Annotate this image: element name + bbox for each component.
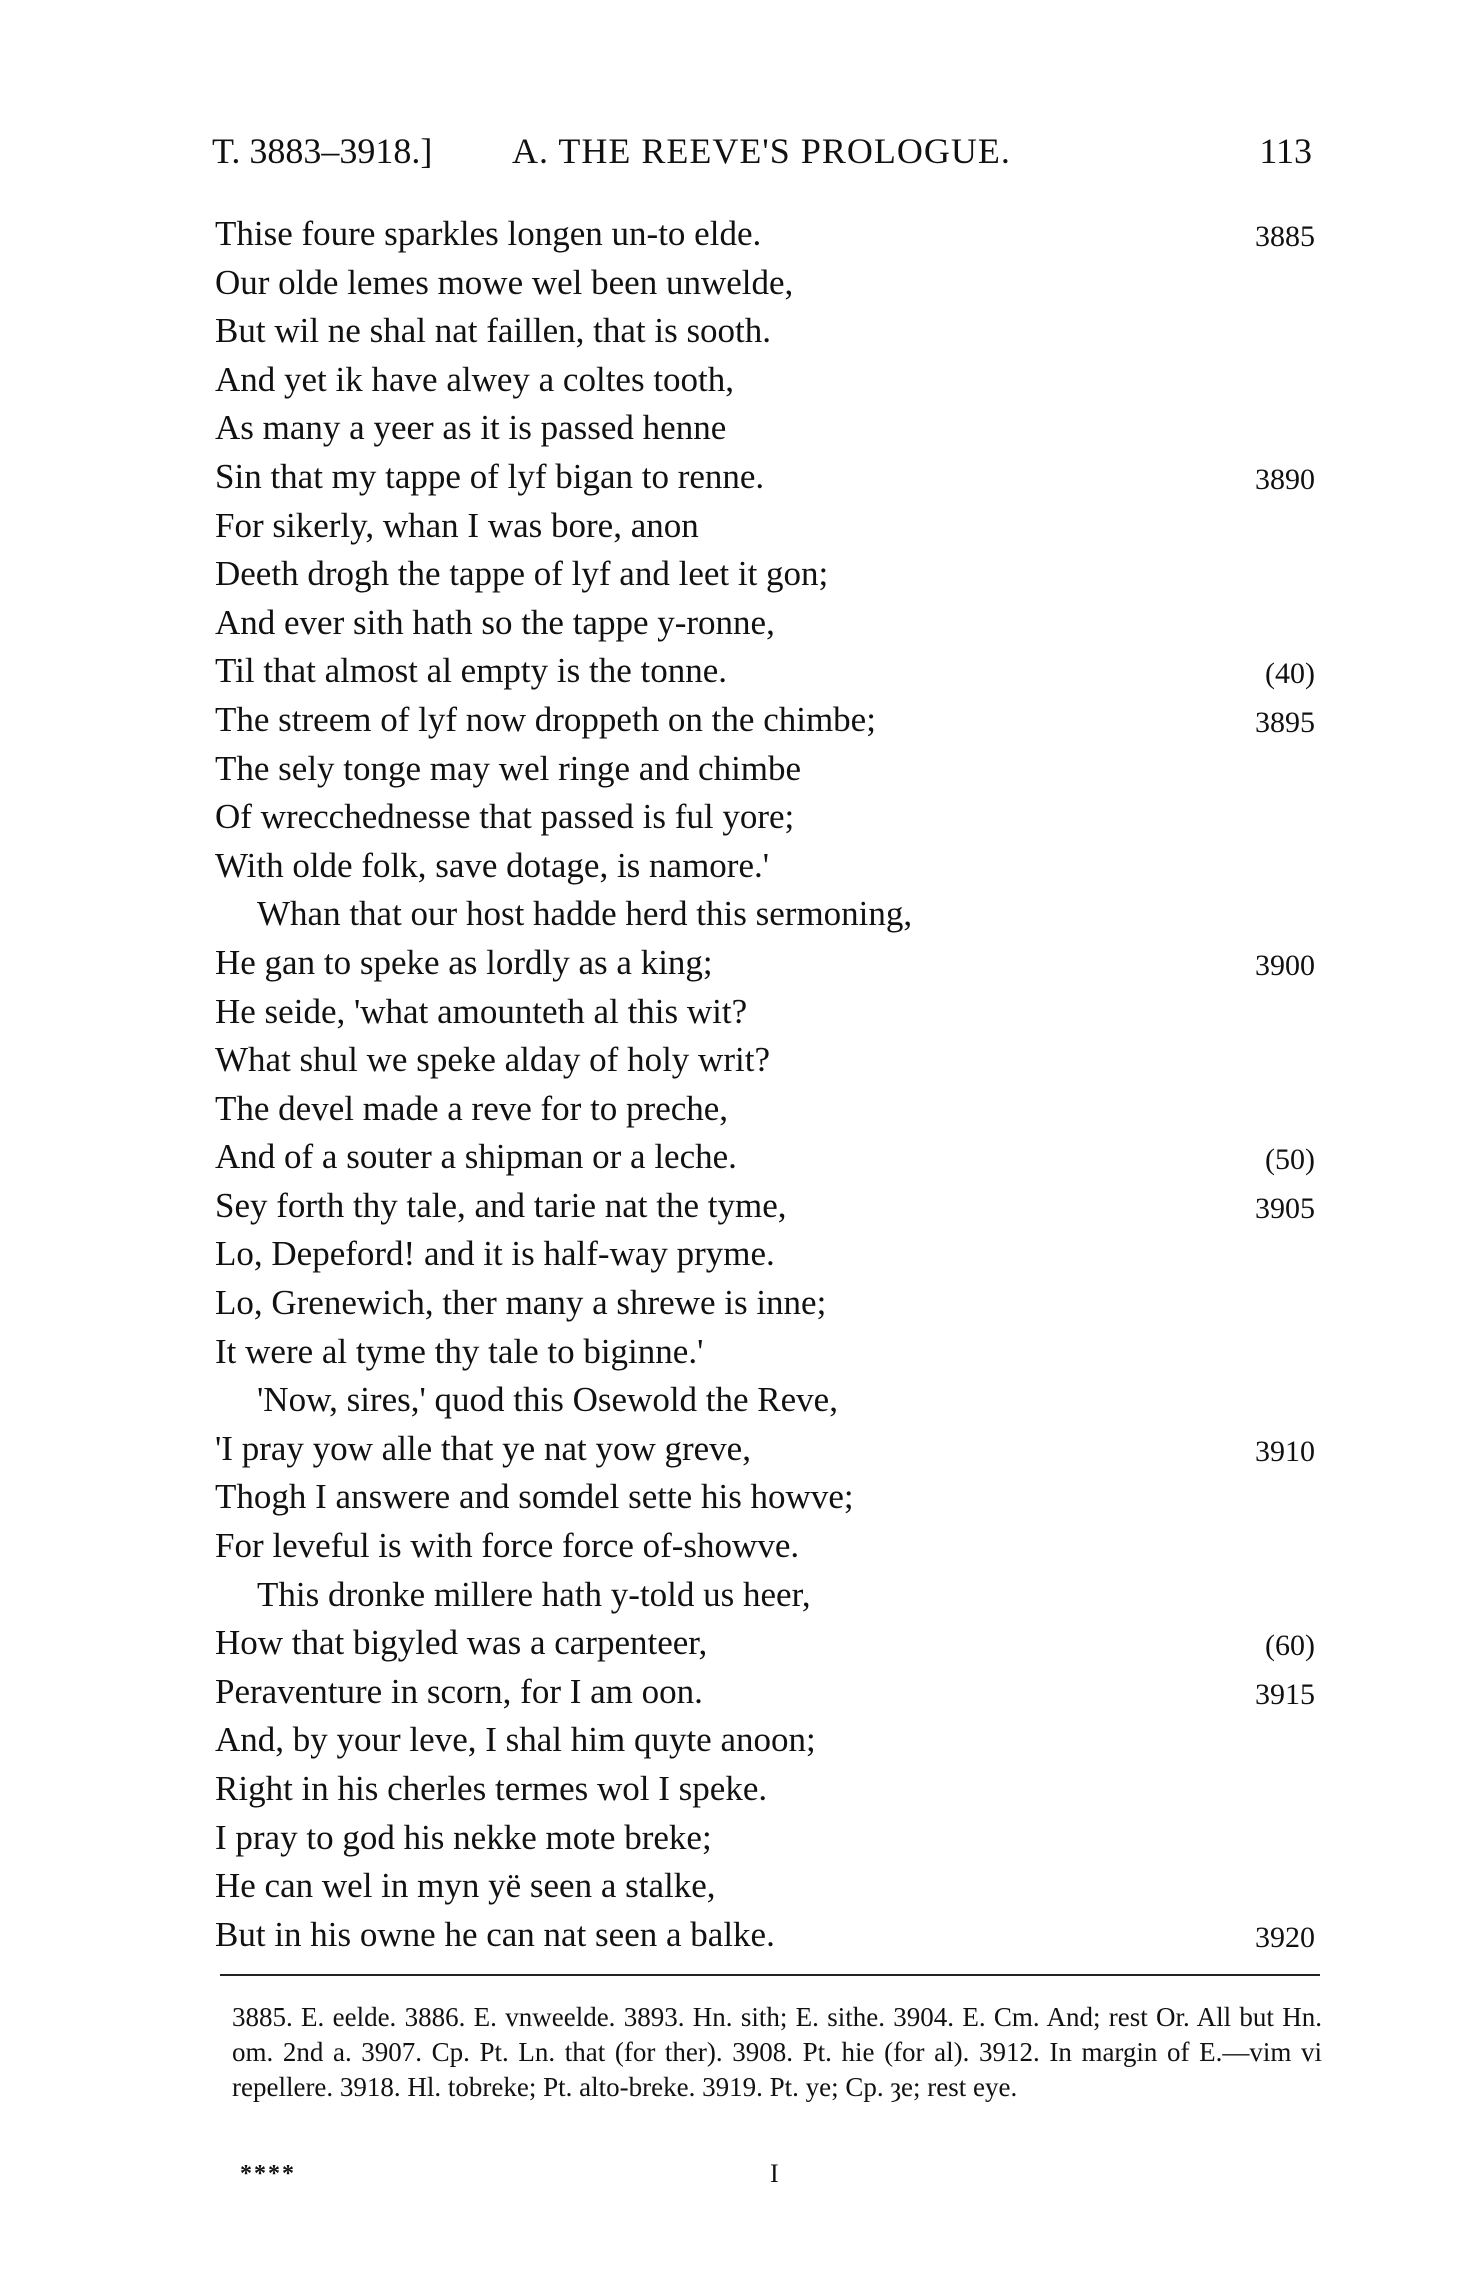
signature-mark: **** bbox=[240, 2161, 296, 2187]
verse-text: Peraventure in scorn, for I am oon. bbox=[215, 1671, 703, 1711]
verse-line bbox=[215, 1036, 1315, 1085]
page-number: 113 bbox=[1259, 131, 1312, 171]
verse-text: And ever sith hath so the tappe y-ronne, bbox=[215, 602, 775, 642]
verse-text: He seide, 'what amounteth al this wit? bbox=[215, 991, 748, 1031]
verse-text: The sely tonge may wel ringe and chimbe bbox=[215, 748, 802, 788]
verse-text: I pray to god his nekke mote breke; bbox=[215, 1817, 712, 1857]
verse-text: For sikerly, whan I was bore, anon bbox=[215, 505, 699, 545]
verse-line bbox=[215, 890, 1315, 939]
verse-line bbox=[215, 745, 1315, 794]
line-number: 3920 bbox=[1255, 1920, 1315, 1954]
verse-text: As many a yeer as it is passed henne bbox=[215, 408, 727, 448]
verse-text: And yet ik have alwey a coltes tooth, bbox=[215, 359, 735, 399]
verse-text: Of wrecchednesse that passed is ful yore; bbox=[215, 797, 795, 837]
verse-text: Deeth drogh the tappe of lyf and leet it gon; bbox=[215, 554, 829, 594]
verse-text: Whan that our host hadde herd this sermoning, bbox=[257, 894, 913, 934]
verse-line bbox=[215, 1765, 1315, 1814]
verse-line bbox=[215, 793, 1315, 842]
verse-line bbox=[215, 696, 1315, 745]
verse-text: With olde folk, save dotage, is namore.' bbox=[215, 845, 770, 885]
verse-line bbox=[215, 1571, 1315, 1620]
verse-line bbox=[215, 259, 1315, 308]
verse-text: Thogh I answere and somdel sette his howve; bbox=[215, 1477, 854, 1517]
verse-line bbox=[215, 1668, 1315, 1717]
verse-text: Right in his cherles termes wol I speke. bbox=[215, 1769, 768, 1808]
verse-text: Thise foure sparkles longen un-to elde. bbox=[215, 214, 762, 253]
verse-line bbox=[215, 1425, 1315, 1474]
verse-text: Our olde lemes mowe wel been unwelde, bbox=[215, 262, 794, 302]
line-number: (60) bbox=[1265, 1629, 1315, 1663]
verse-line bbox=[215, 1619, 1315, 1668]
verse-text: The devel made a reve for to preche, bbox=[215, 1088, 729, 1128]
line-number: 3915 bbox=[1255, 1677, 1315, 1711]
verse-line bbox=[215, 1230, 1315, 1279]
verse-text: But in his owne he can nat seen a balke. bbox=[215, 1914, 775, 1954]
textual-notes bbox=[232, 2000, 1322, 2105]
verse-line bbox=[215, 1376, 1315, 1425]
verse-line bbox=[215, 1133, 1315, 1182]
line-number: (40) bbox=[1265, 657, 1315, 691]
footnote-divider bbox=[220, 1974, 1320, 1976]
verse-line bbox=[215, 1522, 1315, 1571]
verse-line bbox=[215, 307, 1315, 356]
line-number: 3890 bbox=[1255, 462, 1315, 496]
verse-text: What shul we speke alday of holy writ? bbox=[215, 1040, 770, 1080]
running-header bbox=[212, 128, 1312, 174]
verse-line bbox=[215, 1182, 1315, 1231]
verse-text: And, by your leve, I shal him quyte anoon; bbox=[215, 1720, 816, 1760]
verse-line bbox=[215, 1911, 1315, 1960]
gathering-mark: I bbox=[770, 2159, 779, 2188]
verse-line bbox=[215, 550, 1315, 599]
verse-text: Lo, Depeford! and it is half-way pryme. bbox=[215, 1234, 775, 1274]
line-range: T. 3883–3918.] bbox=[212, 131, 433, 171]
verse-line bbox=[215, 502, 1315, 551]
verse-text: It were al tyme thy tale to biginne.' bbox=[215, 1331, 704, 1371]
verse-text: This dronke millere hath y-told us heer, bbox=[257, 1574, 811, 1614]
verse-line bbox=[215, 453, 1315, 502]
verse-line bbox=[215, 1328, 1315, 1377]
verse-line bbox=[215, 1862, 1315, 1911]
line-number: 3905 bbox=[1255, 1191, 1315, 1225]
verse-line bbox=[215, 210, 1315, 259]
line-number: 3885 bbox=[1255, 220, 1315, 253]
verse-line bbox=[215, 1473, 1315, 1522]
verse-line bbox=[215, 404, 1315, 453]
verse-text: 'I pray yow alle that ye nat yow greve, bbox=[215, 1428, 751, 1468]
verse-line bbox=[215, 1716, 1315, 1765]
verse-text: How that bigyled was a carpenteer, bbox=[215, 1623, 708, 1663]
verse-line bbox=[215, 939, 1315, 988]
page-footer bbox=[240, 2156, 1240, 2192]
verse-line bbox=[215, 842, 1315, 891]
verse-text: Sey forth thy tale, and tarie nat the tyme, bbox=[215, 1185, 787, 1225]
verse-text: Til that almost al empty is the tonne. bbox=[215, 651, 728, 691]
verse-line bbox=[215, 1085, 1315, 1134]
verse-line bbox=[215, 647, 1315, 696]
page-title: A. THE REEVE'S PROLOGUE. bbox=[512, 131, 1011, 171]
verse-text: But wil ne shal nat faillen, that is sooth. bbox=[215, 311, 772, 351]
line-number: (50) bbox=[1265, 1143, 1315, 1177]
verse-line bbox=[215, 988, 1315, 1037]
line-number: 3910 bbox=[1255, 1434, 1315, 1468]
verse-text: For leveful is with force force of-showve. bbox=[215, 1526, 800, 1566]
verse-line bbox=[215, 1814, 1315, 1863]
verse-line bbox=[215, 1279, 1315, 1328]
verse-text: He gan to speke as lordly as a king; bbox=[215, 942, 713, 982]
line-number: 3900 bbox=[1255, 948, 1315, 982]
verse-lines bbox=[215, 210, 1315, 1959]
verse-text: The streem of lyf now droppeth on the chimbe; bbox=[215, 699, 876, 739]
verse-line bbox=[215, 356, 1315, 405]
verse-text: Sin that my tappe of lyf bigan to renne. bbox=[215, 456, 765, 496]
verse-line bbox=[215, 599, 1315, 648]
verse-text: And of a souter a shipman or a leche. bbox=[215, 1137, 737, 1177]
verse-text: He can wel in myn yë seen a stalke, bbox=[215, 1866, 716, 1906]
verse-text: 'Now, sires,' quod this Osewold the Reve, bbox=[257, 1380, 838, 1420]
verse-text: Lo, Grenewich, ther many a shrewe is inne; bbox=[215, 1283, 827, 1323]
notes-text: 3885. E. eelde. 3886. E. vnweelde. 3893. Hn. sith; E. sithe. 3904. E. Cm. And; rest Or. All but Hn. om. 2nd a. 3907. Cp. Pt. Ln. that (for ther). 3908. Pt. hie (for al). 3912. In margin of E.—vim vi repellere. 3918. Hl. tobreke; Pt. alto-breke. 3919. Pt. ye; Cp. ȝe; rest eye. bbox=[232, 2002, 1322, 2102]
line-number: 3895 bbox=[1255, 705, 1315, 739]
